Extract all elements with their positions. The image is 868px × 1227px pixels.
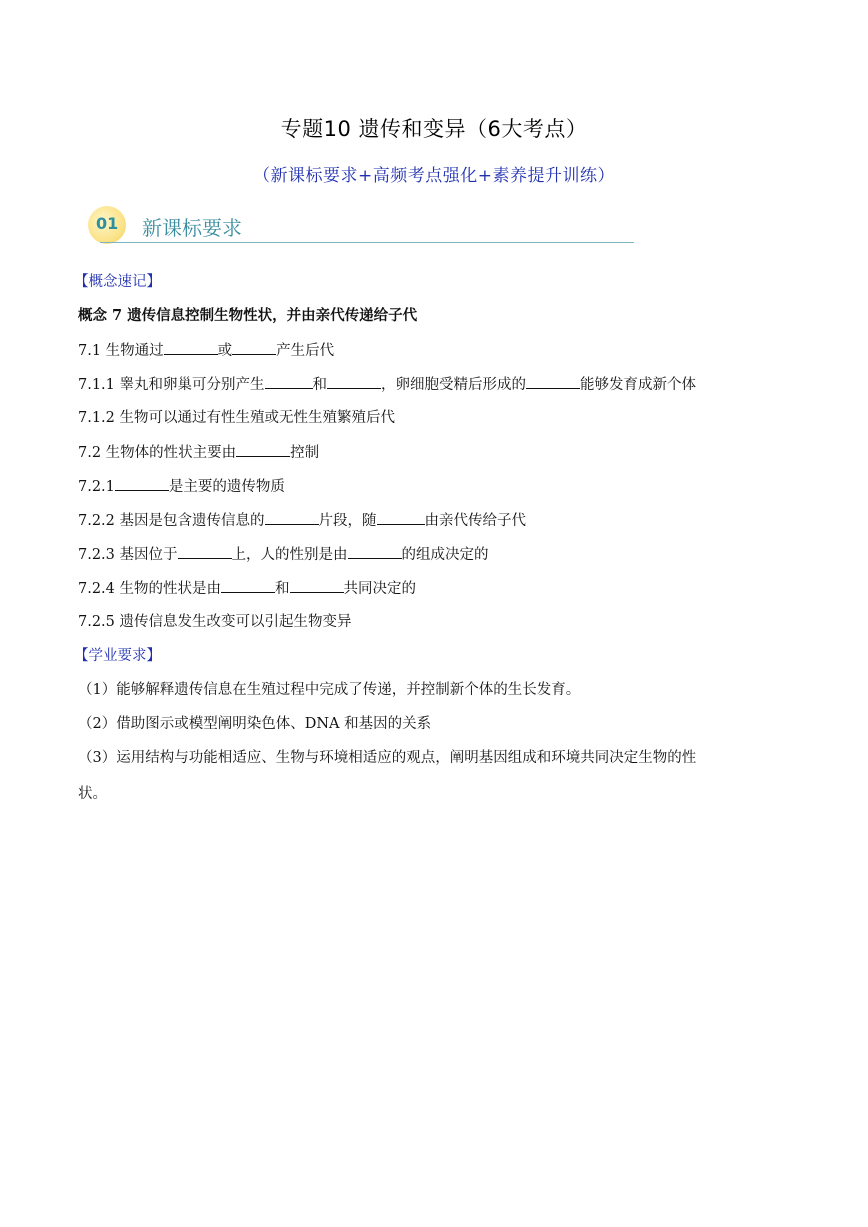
section-divider bbox=[100, 242, 634, 243]
requirement-item: （3）运用结构与功能相适应、生物与环境相适应的观点，阐明基因组成和环境共同决定生物的性 bbox=[78, 750, 697, 766]
text: 或 bbox=[217, 343, 233, 359]
text: 和 bbox=[312, 377, 328, 393]
section-title: 新课标要求 bbox=[142, 216, 242, 240]
fill-blank bbox=[178, 544, 232, 559]
concept-line-7-1-1 bbox=[78, 374, 696, 395]
page-title: 专题10 遗传和变异（6大考点） bbox=[280, 117, 588, 141]
text: 控制 bbox=[290, 445, 320, 461]
page-subtitle: （新课标要求+高频考点强化+素养提升训练） bbox=[253, 166, 615, 186]
fill-blank bbox=[327, 374, 381, 389]
text: 能够发育成新个体 bbox=[580, 377, 697, 393]
fill-blank bbox=[348, 544, 402, 559]
fill-blank bbox=[232, 340, 276, 355]
text: 上，人的性别是由 bbox=[231, 547, 348, 563]
fill-blank bbox=[377, 510, 425, 525]
fill-blank bbox=[526, 374, 580, 389]
text: 7.1 生物通过 bbox=[78, 343, 164, 359]
text: 7.2.4 生物的性状是由 bbox=[78, 581, 222, 597]
text: 由亲代传给子代 bbox=[424, 513, 527, 529]
text: 7.1.1 睾丸和卵巢可分别产生 bbox=[78, 377, 265, 393]
requirement-item: （1）能够解释遗传信息在生殖过程中完成了传递，并控制新个体的生长发育。 bbox=[78, 682, 581, 698]
text: 7.2 生物体的性状主要由 bbox=[78, 445, 237, 461]
text: 7.2.3 基因位于 bbox=[78, 547, 178, 563]
text: 的组成决定的 bbox=[401, 547, 489, 563]
fill-blank bbox=[115, 476, 169, 491]
fill-blank bbox=[265, 374, 313, 389]
fill-blank bbox=[265, 510, 319, 525]
requirements-heading: 【学业要求】 bbox=[74, 648, 161, 664]
concept-line-7-2-5 bbox=[78, 612, 352, 632]
text: 是主要的遗传物质 bbox=[168, 479, 285, 495]
concept-line-7-2 bbox=[78, 442, 319, 463]
fill-blank bbox=[290, 578, 344, 593]
requirement-item: （2）借助图示或模型阐明染色体、DNA 和基因的关系 bbox=[78, 716, 432, 732]
text: 7.1.2 生物可以通过有性生殖或无性生殖繁殖后代 bbox=[78, 410, 396, 426]
concept-title: 概念 7 遗传信息控制生物性状，并由亲代传递给子代 bbox=[78, 307, 418, 324]
fill-blank bbox=[221, 578, 275, 593]
text: 片段，随 bbox=[318, 513, 377, 529]
concept-line-7-1 bbox=[78, 340, 334, 361]
fill-blank bbox=[236, 442, 290, 457]
text: 7.2.1 bbox=[78, 479, 115, 495]
fill-blank bbox=[164, 340, 218, 355]
text: 和 bbox=[275, 581, 290, 597]
text: 共同决定的 bbox=[343, 581, 417, 597]
text: 产生后代 bbox=[276, 343, 335, 359]
section-number: 01 bbox=[96, 214, 119, 233]
text: 7.2.2 基因是包含遗传信息的 bbox=[78, 513, 265, 529]
concept-line-7-2-1 bbox=[78, 476, 285, 497]
concept-heading: 【概念速记】 bbox=[74, 274, 161, 290]
concept-line-7-2-2 bbox=[78, 510, 526, 531]
text: 7.2.5 遗传信息发生改变可以引起生物变异 bbox=[78, 614, 352, 630]
concept-line-7-1-2 bbox=[78, 408, 395, 428]
concept-line-7-2-4 bbox=[78, 578, 416, 599]
requirement-item-continued: 状。 bbox=[78, 786, 107, 802]
text: ，卵细胞受精后形成的 bbox=[381, 377, 527, 393]
concept-line-7-2-3 bbox=[78, 544, 489, 565]
section-header bbox=[86, 204, 634, 248]
